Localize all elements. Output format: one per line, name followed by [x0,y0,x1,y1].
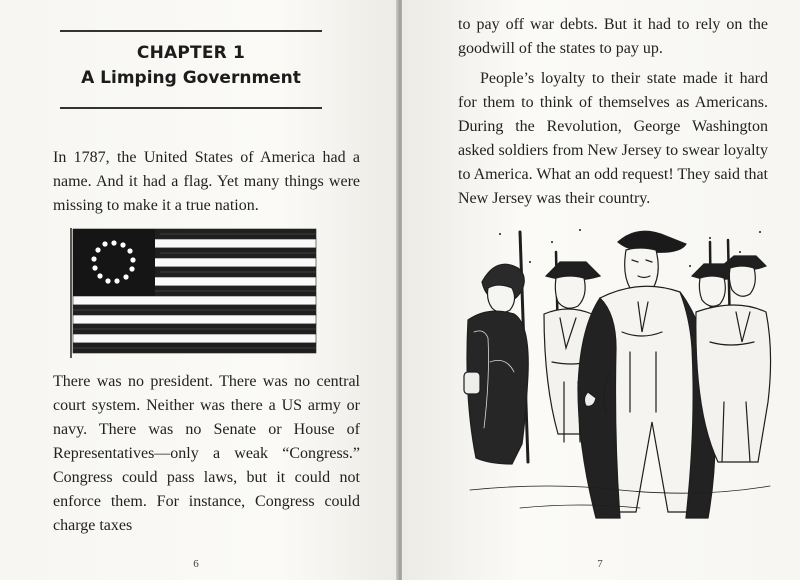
chapter-title: A Limping Government [81,68,301,88]
left-page [0,0,398,580]
paragraph-war-debts: to pay off war debts. But it had to rely on the goodwill of the states to pay up. [458,16,768,57]
washington-soldiers-illustration [460,222,772,522]
page-number-left: 6 [193,558,199,570]
flag-illustration [70,226,318,360]
paragraph-intro: In 1787, the United States of America had a name. And it had a flag. Yet many things were missing to make it a true nation. [53,149,360,214]
chapter-rule-top [60,30,322,32]
chapter-label: CHAPTER 1 [136,43,246,63]
paragraph-loyalty: People’s loyalty to their state made it hard for them to think of themselves as Americans. During the Revolution, George Washington asked soldiers from New Jersey to swear loyalty to America. What an odd request! They said that New Jersey was their country. [458,70,768,207]
paragraph-no-president: There was no president. There was no central court system. Neither was there a US army or navy. There was no Senate or House of Representatives—only a weak “Congress.” Congress could pass laws, but it could not enforce them. For instance, Congress could charge taxes [53,373,360,534]
page-number-right: 7 [597,558,603,570]
chapter-rule-bottom [60,107,322,109]
